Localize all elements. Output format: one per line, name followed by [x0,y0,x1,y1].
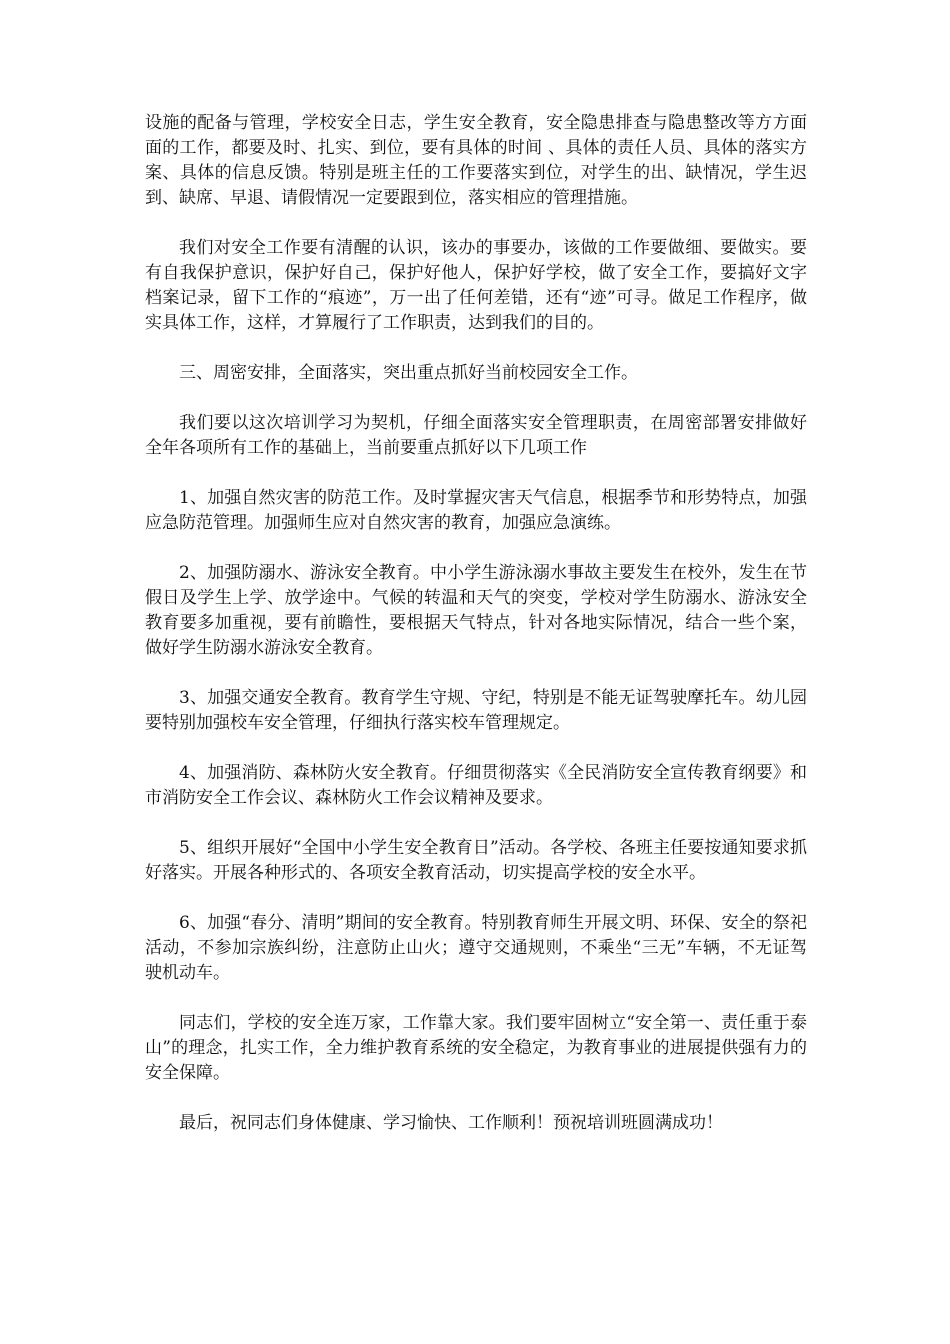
paragraph-2: 我们对安全工作要有清醒的认识，该办的事要办，该做的工作要做细、要做实。要有自我保护意识，保护好自己，保护好他人，保护好学校，做了安全工作，要搞好文字档案记录，留下工作的“痕迹”，万一出了任何差错，还有“迹”可寻。做足工作程序，做实具体工作，这样，才算履行了工作职责，达到我们的目的。 [145,238,807,333]
list-item-6: 6、加强“春分、清明”期间的安全教育。特别教育师生开展文明、环保、安全的祭祀活动，不参加宗族纠纷，注意防止山火；遵守交通规则，不乘坐“三无”车辆，不无证驾驶机动车。 [145,913,807,983]
list-item-3: 3、加强交通安全教育。教育学生守规、守纪，特别是不能无证驾驶摩托车。幼儿园要特别加强校车安全管理，仔细执行落实校车管理规定。 [145,688,807,733]
document-body [145,111,807,1161]
list-item-2: 2、加强防溺水、游泳安全教育。中小学生游泳溺水事故主要发生在校外，发生在节假日及学生上学、放学途中。气候的转温和天气的突变，学校对学生防溺水、游泳安全教育要多加重视，要有前瞻性，要根据天气特点，针对各地实际情况，结合一些个案，做好学生防溺水游泳安全教育。 [145,563,807,658]
list-item-1: 1、加强自然灾害的防范工作。及时掌握灾害天气信息，根据季节和形势特点，加强应急防范管理。加强师生应对自然灾害的教育，加强应急演练。 [145,488,807,533]
paragraph-closing: 同志们，学校的安全连万家，工作靠大家。我们要牢固树立“安全第一、责任重于泰山”的理念，扎实工作，全力维护教育系统的安全稳定，为教育事业的进展提供强有力的安全保障。 [145,1013,807,1083]
list-item-5: 5、组织开展好“全国中小学生安全教育日”活动。各学校、各班主任要按通知要求抓好落实。开展各种形式的、各项安全教育活动，切实提高学校的安全水平。 [145,838,807,883]
paragraph-1: 设施的配备与管理，学校安全日志，学生安全教育，安全隐患排查与隐患整改等方方面面的工作，都要及时、扎实、到位，要有具体的时间 、具体的责任人员、具体的落实方案、具体的信息反馈。特别是班主任的工作要落实到位，对学生的出、缺情况，学生迟到、缺席、早退、请假情况一定要跟到位，落实相应的管理措施。 [145,113,807,208]
paragraph-4: 我们要以这次培训学习为契机，仔细全面落实安全管理职责，在周密部署安排做好全年各项所有工作的基础上，当前要重点抓好以下几项工作 [145,413,807,458]
paragraph-final-wishes: 最后，祝同志们身体健康、学习愉快、工作顺利！预祝培训班圆满成功！ [179,1113,723,1133]
list-item-4: 4、加强消防、森林防火安全教育。仔细贯彻落实《全民消防安全宣传教育纲要》和市消防安全工作会议、森林防火工作会议精神及要求。 [145,763,807,808]
section-heading-3: 三、周密安排，全面落实，突出重点抓好当前校园安全工作。 [179,363,638,383]
